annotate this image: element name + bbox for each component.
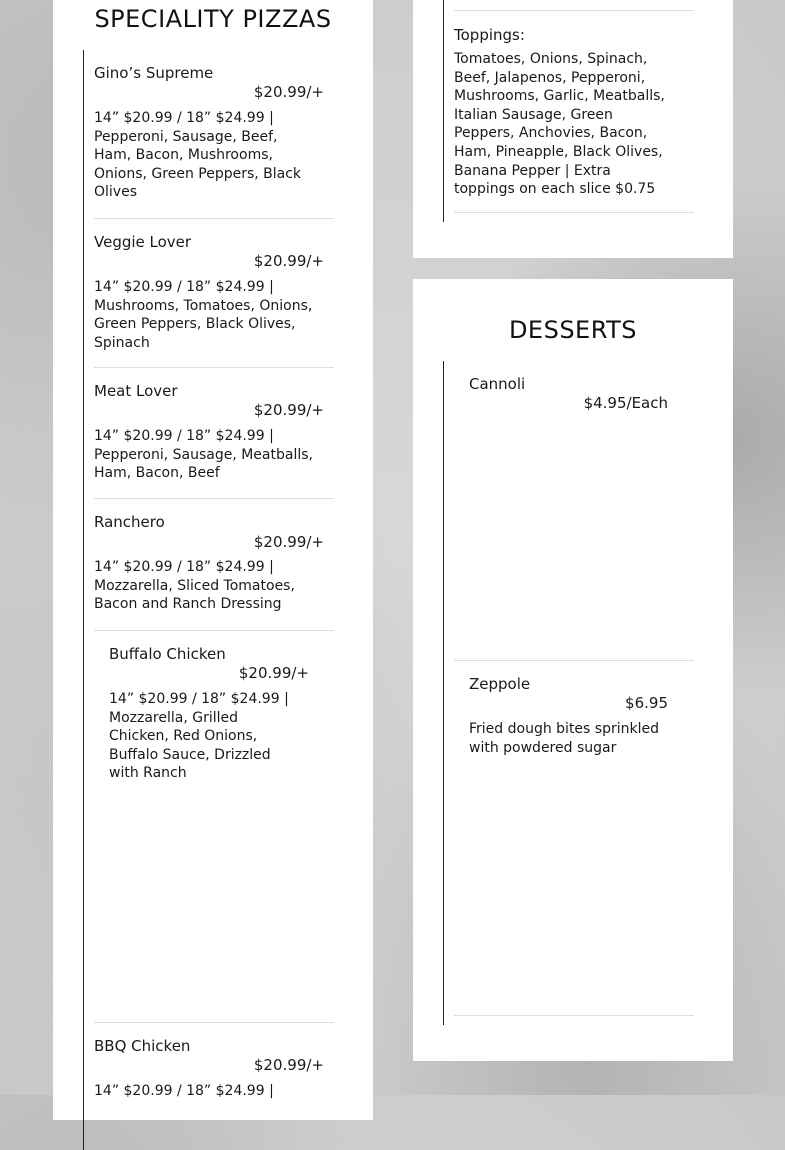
item-name: Gino’s Supreme — [94, 64, 214, 82]
menu-item-ginos-supreme[interactable] — [94, 64, 324, 201]
item-name: Cannoli — [469, 375, 526, 393]
menu-item-bbq-chicken[interactable] — [94, 1037, 324, 1117]
item-separator — [94, 218, 334, 219]
menu-item-buffalo-chicken[interactable] — [109, 645, 309, 785]
item-separator — [94, 630, 334, 631]
item-price: $6.95 — [625, 694, 668, 712]
item-separator — [94, 498, 334, 499]
menu-item-zeppole[interactable] — [469, 675, 668, 785]
item-price: $20.99/+ — [253, 401, 324, 419]
item-name: Toppings: — [454, 26, 525, 44]
item-separator — [94, 1022, 334, 1023]
item-description: 14” $20.99 / 18” $24.99 | — [94, 1083, 274, 1099]
item-price: $4.95/Each — [583, 394, 668, 412]
desserts-panel — [413, 279, 733, 1061]
menu-item-veggie-lover[interactable] — [94, 233, 324, 351]
item-description: 14” $20.99 / 18” $24.99 | Mushrooms, Tomatoes, Onions, Green Peppers, Black Olives, Spinach — [94, 279, 313, 351]
item-price: $20.99/+ — [253, 83, 324, 101]
item-name: Veggie Lover — [94, 233, 192, 251]
item-description: 14” $20.99 / 18” $24.99 | Mozzarella, Sliced Tomatoes, Bacon and Ranch Dressing — [94, 559, 295, 613]
item-name: Buffalo Chicken — [109, 645, 226, 663]
speciality-pizzas-panel — [53, 0, 373, 1120]
item-separator — [454, 212, 694, 213]
item-description: 14” $20.99 / 18” $24.99 | Pepperoni, Sausage, Beef, Ham, Bacon, Mushrooms, Onions, Green Peppers, Black Olives — [94, 110, 302, 201]
item-description: 14” $20.99 / 18” $24.99 | Pepperoni, Sausage, Meatballs, Ham, Bacon, Beef — [94, 428, 313, 482]
section-divider-line — [443, 0, 444, 222]
item-price: $20.99/+ — [253, 533, 324, 551]
item-description: Tomatoes, Onions, Spinach, Beef, Jalapenos, Pepperoni, Mushrooms, Garlic, Meatballs, Italian Sausage, Green Peppers, Anchovies, Bacon, Ham, Pineapple, Black Olives, Banana Pepper | Extra toppings on each slice $0.75 — [454, 51, 665, 198]
speciality-pizzas-title: SPECIALITY PIZZAS — [94, 5, 332, 33]
item-separator — [454, 10, 694, 11]
item-separator — [454, 660, 694, 661]
item-name: Ranchero — [94, 513, 165, 531]
item-description: Fried dough bites sprinkled with powdered sugar — [469, 721, 659, 756]
item-name: Zeppole — [469, 675, 531, 693]
desserts-title: DESSERTS — [508, 316, 638, 344]
item-description: 14” $20.99 / 18” $24.99 | Mozzarella, Grilled Chicken, Red Onions, Buffalo Sauce, Drizzled with Ranch — [109, 691, 289, 782]
menu-item-cannoli[interactable] — [469, 375, 668, 415]
menu-item-meat-lover[interactable] — [94, 382, 324, 482]
section-divider-line — [83, 50, 84, 1150]
item-price: $20.99/+ — [253, 1056, 324, 1074]
section-divider-line — [443, 361, 444, 1025]
item-price: $20.99/+ — [238, 664, 309, 682]
item-name: Meat Lover — [94, 382, 178, 400]
item-separator — [94, 367, 334, 368]
item-separator — [454, 1015, 694, 1016]
toppings-panel — [413, 0, 733, 258]
menu-item-ranchero[interactable] — [94, 513, 324, 613]
item-name: BBQ Chicken — [94, 1037, 191, 1055]
item-price: $20.99/+ — [253, 252, 324, 270]
toppings-info — [454, 26, 684, 206]
